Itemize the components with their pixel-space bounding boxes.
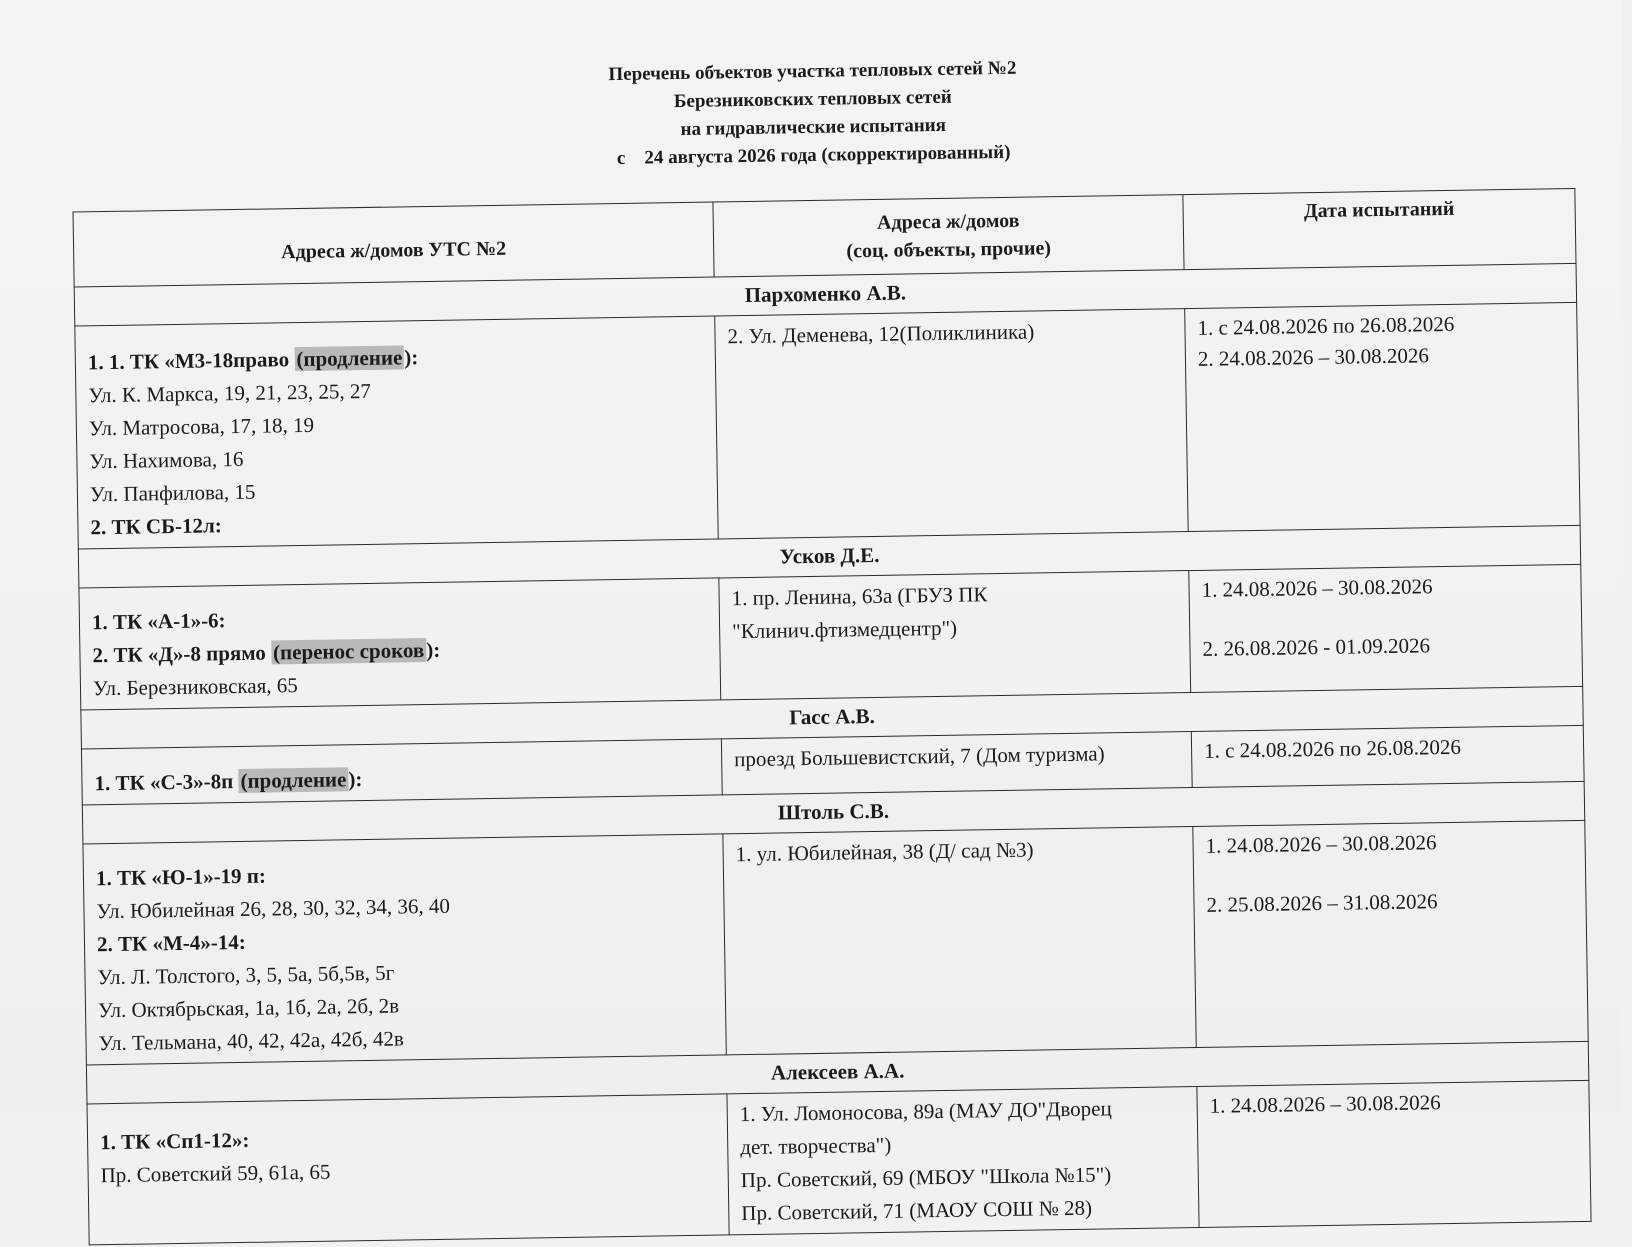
test-dates-cell: [1189, 564, 1583, 692]
address-line: Пр. Советский, 69 (МБОУ "Школа №15"): [740, 1162, 1112, 1193]
utc-addresses-cell: [81, 739, 722, 805]
header-line: Адреса ж/домов: [876, 209, 1020, 234]
date-range: 2. 26.08.2026 - 01.09.2026: [1202, 633, 1431, 661]
test-dates-cell: [1193, 820, 1588, 1047]
social-addresses-cell: [719, 571, 1191, 700]
header-line: (соц. объекты, прочие): [846, 237, 1052, 263]
address-line: проезд Большевистский, 7 (Дом туризма): [733, 741, 1105, 772]
section-title: 1. ТК «Сп1-12»:: [99, 1127, 250, 1155]
address-line: Ул. Нахимова, 16: [89, 446, 244, 474]
title-line: Березниковских тепловых сетей: [673, 86, 952, 113]
document-title: [372, 51, 1254, 177]
section-title-text: 1. ТК «С-3»-8п: [94, 769, 239, 796]
highlighted-note: (перенос сроков: [272, 638, 425, 665]
title-line: Перечень объектов участка тепловых сетей №2: [608, 57, 1017, 86]
test-dates-cell: [1197, 1080, 1591, 1227]
responsible-name: Штоль С.В.: [82, 781, 1584, 844]
address-line: 1. пр. Ленина, 63а (ГБУЗ ПК: [731, 582, 988, 611]
utc-addresses-cell: [87, 1094, 729, 1245]
date-range: 1. 24.08.2026 – 30.08.2026: [1201, 574, 1433, 602]
address-line: Ул. Юбилейная 26, 28, 30, 32, 34, 36, 40: [96, 893, 451, 924]
header-utc-addresses: Адреса ж/домов УТС №2: [73, 202, 714, 287]
header-social-addresses: [713, 195, 1184, 277]
section-title-tail: ):: [426, 637, 441, 663]
responsible-name: Пархоменко А.В.: [74, 263, 1576, 326]
section-title-tail: ):: [348, 767, 363, 792]
date-range: 1. с 24.08.2026 по 26.08.2026: [1197, 311, 1455, 340]
date-range: 1. 24.08.2026 – 30.08.2026: [1209, 1090, 1441, 1118]
table-row: [75, 302, 1580, 549]
section-title-text: 1. 1. ТК «М3-18право: [87, 347, 295, 375]
section-title: 2. ТК «М-4»-14:: [96, 929, 246, 957]
address-line: "Клинич.фтизмедцентр"): [731, 615, 958, 644]
address-line: 1. ул. Юбилейная, 38 (Д/ сад №3): [735, 837, 1034, 867]
address-line: Ул. Тельмана, 40, 42, 42а, 42б, 42в: [98, 1026, 405, 1056]
section-title: 1. ТК «Ю-1»-19 п:: [95, 863, 267, 891]
social-addresses-cell: [727, 1086, 1199, 1234]
title-line: на гидравлические испытания: [680, 114, 947, 140]
section-title: 1. ТК «А-1»-6:: [91, 608, 226, 635]
date-range: 2. 24.08.2026 – 30.08.2026: [1197, 343, 1430, 371]
address-line: Ул. Матросова, 17, 18, 19: [88, 412, 315, 441]
section-title-text: 2. ТК «Д»-8 прямо: [92, 640, 272, 668]
date-range: 1. с 24.08.2026 по 26.08.2026: [1203, 734, 1462, 763]
address-line: Ул. Л. Толстого, 3, 5, 5а, 5б,5в, 5г: [97, 960, 395, 990]
table-row: [79, 564, 1583, 710]
date-range: 2. 25.08.2026 – 31.08.2026: [1206, 889, 1438, 917]
table-row: [83, 820, 1588, 1065]
social-addresses-cell: [715, 309, 1188, 539]
address-line: Ул. Октябрьская, 1а, 1б, 2а, 2б, 2в: [97, 993, 400, 1023]
address-line: Пр. Советский, 71 (МАОУ СОШ № 28): [741, 1195, 1093, 1226]
address-line: Ул. К. Маркса, 19, 21, 23, 25, 27: [88, 378, 372, 408]
address-line: 2. Ул. Деменева, 12(Поликлиника): [727, 319, 1035, 349]
address-line: Пр. Советский 59, 61а, 65: [100, 1159, 331, 1188]
utc-addresses-cell: [83, 834, 726, 1065]
test-schedule-table: [72, 188, 1591, 1245]
address-line: Ул. Березниковская, 65: [92, 673, 298, 701]
responsible-name: Усков Д.Е.: [78, 525, 1580, 588]
address-line: 1. Ул. Ломоносова, 89а (МАУ ДО"Дворец: [739, 1096, 1112, 1127]
header-test-date: Дата испытаний: [1183, 188, 1576, 269]
utc-addresses-cell: [79, 578, 721, 710]
title-line: с 24 августа 2026 года (скорректированный): [616, 141, 1011, 169]
utc-addresses-cell: [75, 316, 718, 549]
responsible-name: Гасс А.В.: [81, 686, 1583, 749]
test-dates-cell: [1185, 302, 1580, 531]
address-line: Ул. Панфилова, 15: [89, 479, 256, 507]
table-row: [87, 1080, 1591, 1245]
date-range: 1. 24.08.2026 – 30.08.2026: [1205, 830, 1437, 858]
section-title: 2. ТК СБ-12л:: [90, 513, 222, 540]
highlighted-note: (продление: [296, 345, 403, 372]
test-dates-cell: [1191, 725, 1584, 787]
social-addresses-cell: [721, 732, 1192, 795]
address-line: дет. творчества"): [740, 1132, 892, 1160]
section-title: [94, 758, 709, 801]
social-addresses-cell: [723, 827, 1196, 1055]
highlighted-note: (продление: [240, 767, 347, 793]
section-title-tail: ):: [404, 345, 419, 370]
responsible-name: Алексеев А.А.: [86, 1041, 1588, 1104]
